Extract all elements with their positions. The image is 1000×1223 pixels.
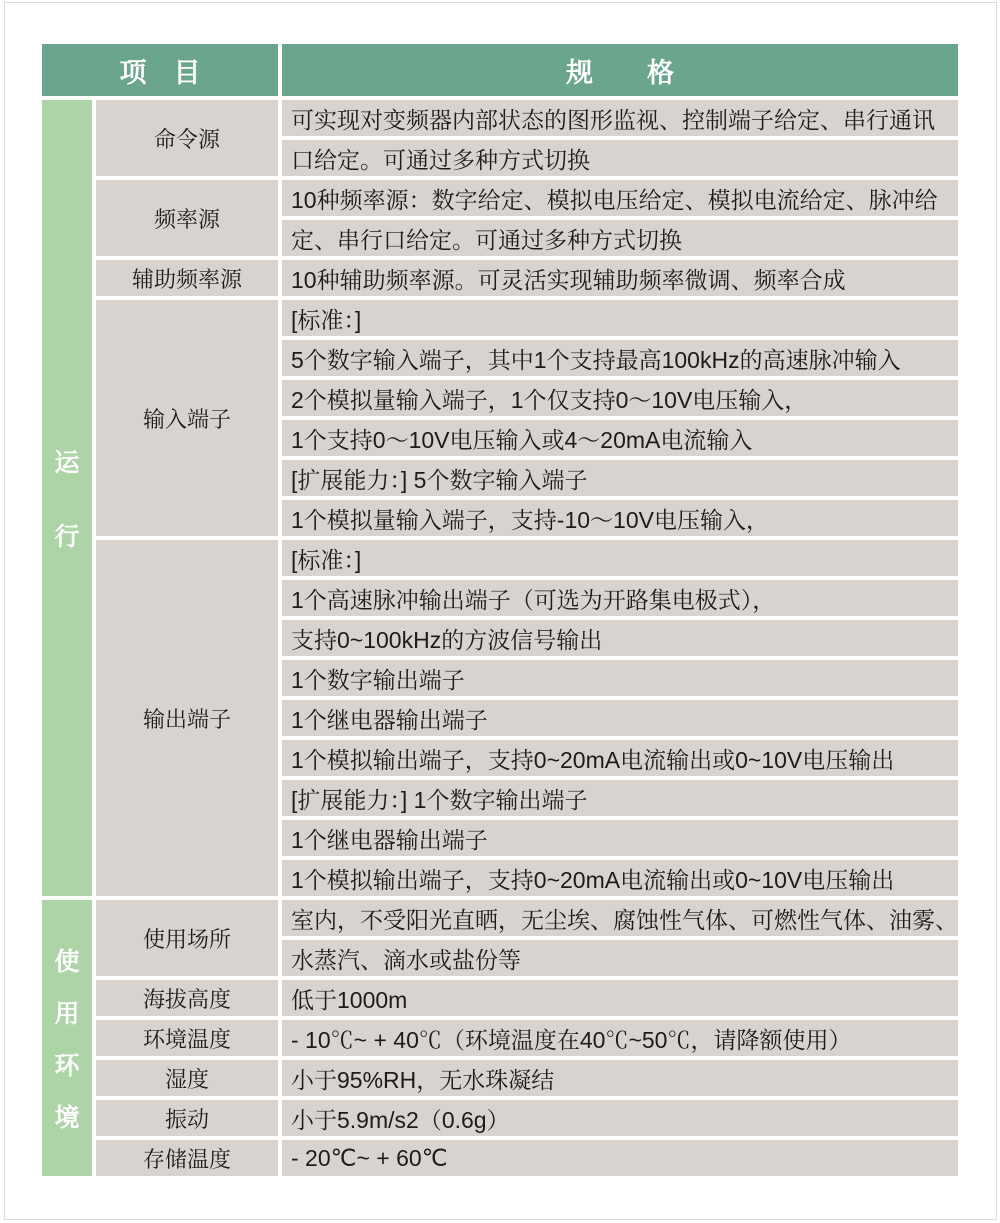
- spec-line: 可实现对变频器内部状态的图形监视、控制端子给定、串行通讯: [282, 100, 958, 136]
- spec-line: 低于1000m: [282, 980, 958, 1016]
- category-band-char: 境: [54, 1104, 80, 1132]
- row-label: 命令源: [96, 100, 278, 176]
- label-column: [96, 100, 278, 900]
- spec-column: [282, 100, 958, 900]
- table-header-row: [42, 44, 958, 96]
- spec-line: 小于95%RH，无水珠凝结: [282, 1060, 958, 1096]
- column-header-item: 项 目: [42, 44, 278, 96]
- spec-line: 口给定。可通过多种方式切换: [282, 140, 958, 176]
- spec-line: 1个模拟输出端子，支持0~20mA电流输出或0~10V电压输出: [282, 860, 958, 896]
- row-label: 输入端子: [96, 300, 278, 536]
- column-header-spec: 规 格: [282, 44, 958, 96]
- spec-line: 支持0~100kHz的方波信号输出: [282, 620, 958, 656]
- row-label: 海拔高度: [96, 980, 278, 1016]
- spec-line: - 10℃~ + 40℃（环境温度在40℃~50℃，请降额使用）: [282, 1020, 958, 1056]
- spec-line: 水蒸汽、滴水或盐份等: [282, 940, 958, 976]
- spec-line: - 20℃~ + 60℃: [282, 1140, 958, 1176]
- row-label: 振动: [96, 1100, 278, 1136]
- row-label: 湿度: [96, 1060, 278, 1096]
- table-body: [42, 100, 958, 1180]
- row-label: 环境温度: [96, 1020, 278, 1056]
- spec-line: 室内，不受阳光直晒，无尘埃、腐蚀性气体、可燃性气体、油雾、: [282, 900, 958, 936]
- spec-line: 1个支持0～10V电压输入或4～20mA电流输入: [282, 420, 958, 456]
- spec-line: [扩展能力：] 5个数字输入端子: [282, 460, 958, 496]
- spec-line: 10种辅助频率源。可灵活实现辅助频率微调、频率合成: [282, 260, 958, 296]
- spec-line: [标准：]: [282, 540, 958, 576]
- spec-line: 1个继电器输出端子: [282, 700, 958, 736]
- spec-line: 5个数字输入端子，其中1个支持最高100kHz的高速脉冲输入: [282, 340, 958, 376]
- spec-line: 1个数字输出端子: [282, 660, 958, 696]
- spec-line: 2个模拟量输入端子，1个仅支持0～10V电压输入，: [282, 380, 958, 416]
- spec-line: 1个继电器输出端子: [282, 820, 958, 856]
- category-band: [42, 900, 92, 1176]
- row-group-1: [42, 900, 958, 1180]
- spec-line: 1个模拟输出端子，支持0~20mA电流输出或0~10V电压输出: [282, 740, 958, 776]
- category-band-char: 用: [54, 1000, 80, 1028]
- spec-line: 1个模拟量输入端子，支持-10～10V电压输入，: [282, 500, 958, 536]
- spec-column: [282, 900, 958, 1180]
- category-band-char: 行: [54, 523, 80, 551]
- row-label: 存储温度: [96, 1140, 278, 1176]
- row-label: 辅助频率源: [96, 260, 278, 296]
- category-band-char: 使: [54, 948, 80, 976]
- category-band-char: 运: [54, 449, 80, 477]
- spec-line: [标准：]: [282, 300, 958, 336]
- spec-line: 1个高速脉冲输出端子（可选为开路集电极式），: [282, 580, 958, 616]
- category-band: [42, 100, 92, 896]
- row-label: 使用场所: [96, 900, 278, 976]
- label-column: [96, 900, 278, 1180]
- category-band-char: 环: [54, 1052, 80, 1080]
- spec-line: 定、串行口给定。可通过多种方式切换: [282, 220, 958, 256]
- row-label: 频率源: [96, 180, 278, 256]
- spec-line: [扩展能力：] 1个数字输出端子: [282, 780, 958, 816]
- spec-line: 小于5.9m/s2（0.6g）: [282, 1100, 958, 1136]
- spec-line: 10种频率源：数字给定、模拟电压给定、模拟电流给定、脉冲给: [282, 180, 958, 216]
- spec-table: [42, 44, 958, 1180]
- row-group-0: [42, 100, 958, 900]
- row-label: 输出端子: [96, 540, 278, 896]
